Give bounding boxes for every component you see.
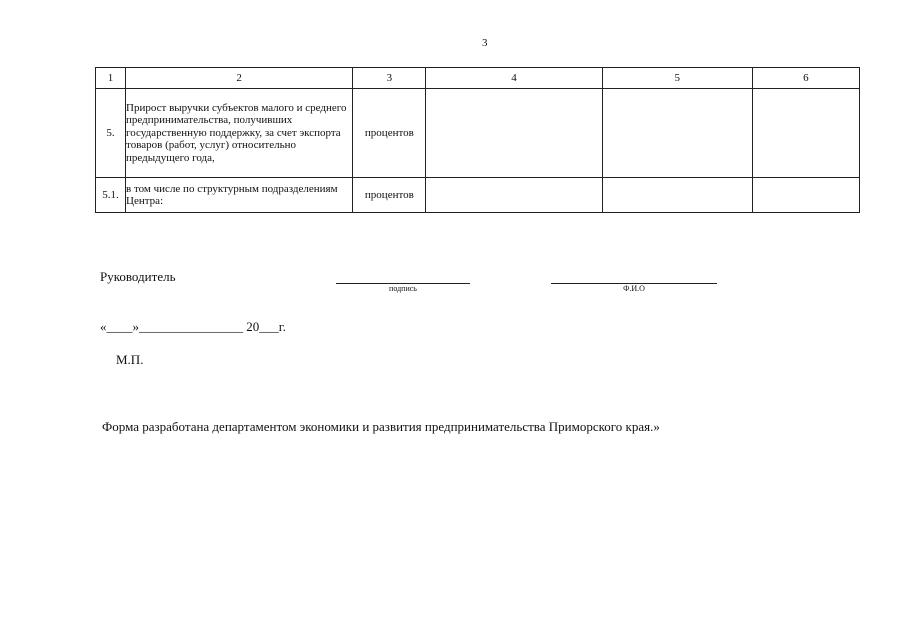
column-header: 6 <box>752 68 859 89</box>
row-cell-6 <box>752 178 859 213</box>
row-unit: процентов <box>353 89 426 178</box>
stamp-mark: М.П. <box>116 352 144 367</box>
row-cell-4 <box>426 178 602 213</box>
row-number: 5.1. <box>96 178 126 213</box>
footer-note: Форма разработана департаментом экономики и развития предпринимательства Приморского края.» <box>102 419 660 434</box>
table-header-row <box>96 68 860 89</box>
name-caption: Ф.И.О <box>623 284 645 293</box>
row-cell-5 <box>602 89 752 178</box>
row-description: Прирост выручки субъектов малого и среднего предпринимательства, получивших государственную поддержку, за счет экспорта товаров (работ, услуг) относительно предыдущего года, <box>126 89 353 178</box>
date-line: «____»________________ 20___г. <box>100 319 286 334</box>
row-cell-5 <box>602 178 752 213</box>
column-header: 5 <box>602 68 752 89</box>
report-table <box>95 67 860 213</box>
row-cell-4 <box>426 89 602 178</box>
table-row <box>96 89 860 178</box>
column-header: 2 <box>126 68 353 89</box>
row-unit: процентов <box>353 178 426 213</box>
row-description: в том числе по структурным подразделениям Центра: <box>126 178 353 213</box>
row-number: 5. <box>96 89 126 178</box>
column-header: 1 <box>96 68 126 89</box>
signature-caption: подпись <box>389 284 417 293</box>
column-header: 4 <box>426 68 602 89</box>
column-header: 3 <box>353 68 426 89</box>
signatory-label: Руководитель <box>100 269 176 284</box>
table-row <box>96 178 860 213</box>
row-cell-6 <box>752 89 859 178</box>
page-number: 3 <box>482 37 488 49</box>
